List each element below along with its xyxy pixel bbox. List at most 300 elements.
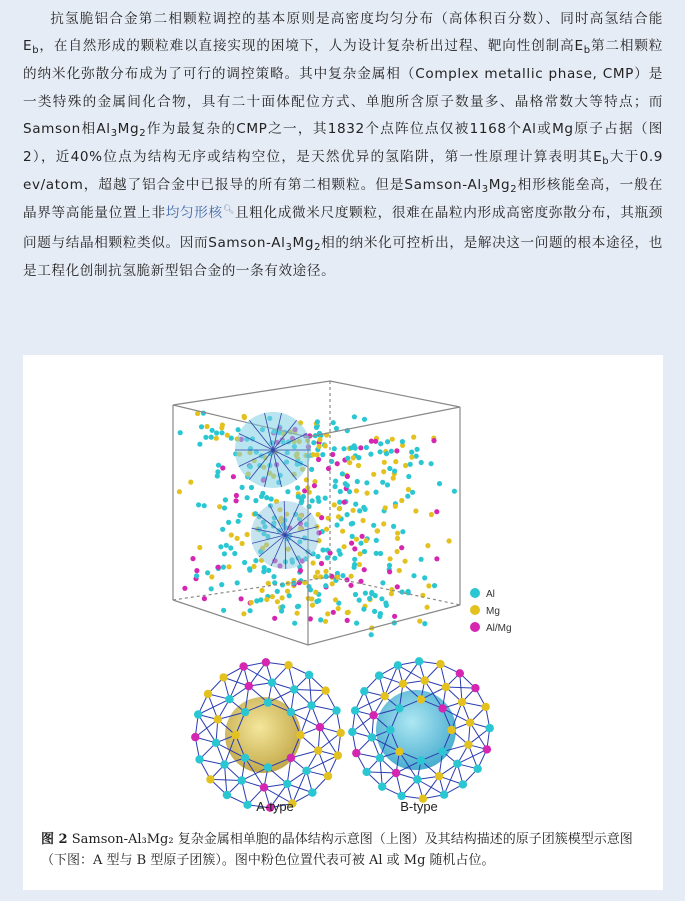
legend-label: Mg [486, 606, 500, 617]
atom [400, 439, 405, 444]
atom [295, 485, 300, 490]
atom [432, 583, 437, 588]
atom [437, 481, 442, 486]
atom [260, 588, 265, 593]
atom [309, 596, 314, 601]
atom [302, 767, 310, 775]
atom [216, 565, 221, 570]
atom [391, 524, 396, 529]
atom [388, 556, 393, 561]
atom [292, 621, 297, 626]
atom [316, 723, 324, 731]
atom [364, 445, 369, 450]
atom [387, 569, 392, 574]
legend-swatch [470, 605, 480, 615]
text-run: Al [467, 177, 482, 194]
atom [346, 610, 351, 615]
atom [447, 538, 452, 543]
atom [356, 463, 361, 468]
atom [422, 621, 427, 626]
atom [429, 461, 434, 466]
atom [324, 772, 332, 780]
atom [316, 499, 321, 504]
atom [352, 749, 360, 757]
atom [317, 437, 322, 442]
atom [305, 671, 313, 679]
text-run: 第二相颗粒的纳米化弥散分布成为了可行的调控策略。其中复杂金属相（Complex metallic phase, CMP）是一类特殊的金属间化合物，具有二十面体配位方式、单胞所含原子数量多、晶格常数大等特点；而Samson相 [23, 38, 663, 137]
text-run: 3 [481, 184, 489, 196]
text-run: 抗氢脆铝合金第二相颗粒调控的基本原则是高密度均匀分布（高体积百分数）、同时高氢结合能 [50, 11, 663, 27]
atom [243, 801, 251, 809]
atom [392, 614, 397, 619]
atom [381, 469, 386, 474]
crystal-structure-figure [23, 355, 663, 825]
atom [285, 589, 290, 594]
atom [434, 509, 439, 514]
atom [392, 469, 397, 474]
text-run: 相的纳米化可控析出，是解决这一问题的根本途径，也是工程化创制抗氢脆新型铝合金的一条有效途径。 [23, 234, 663, 279]
atom [197, 545, 202, 550]
atom [241, 708, 249, 716]
atom [335, 522, 340, 527]
atom [464, 741, 472, 749]
atom [422, 575, 427, 580]
atom [287, 708, 295, 716]
atom [336, 606, 341, 611]
text-run: 3 [285, 241, 293, 253]
atom [364, 480, 369, 485]
atom [350, 521, 355, 526]
atom [214, 436, 219, 441]
atom [297, 580, 302, 585]
atom [219, 430, 224, 435]
atom [264, 597, 269, 602]
atom [342, 500, 347, 505]
atom [393, 459, 398, 464]
atom [177, 489, 182, 494]
atom [325, 611, 330, 616]
search-icon[interactable]: 🔍︎ [222, 205, 235, 216]
text-run: 3 [110, 127, 118, 139]
text-run: 相形核能垒高，一般在晶界等高能量位置上非 [23, 177, 663, 222]
atom [452, 489, 457, 494]
atom [385, 439, 390, 444]
atom [202, 596, 207, 601]
atom [245, 495, 250, 500]
atom [353, 502, 358, 507]
atom [266, 568, 271, 573]
atom [429, 512, 434, 517]
text-run: b [32, 45, 40, 57]
atom [417, 695, 425, 703]
atom [345, 483, 350, 488]
text-run: Al [271, 234, 286, 251]
atom [205, 570, 210, 575]
text-run: 作为最复杂的CMP之一，其1832个点阵位点仅被1168个Al或Mg原子占据（图2），近40%位点为结构无序或结构空位，是天然优异的氢陷阱，第一性原理计算表明其 [23, 120, 663, 166]
caption-number: 图 2 [41, 832, 68, 847]
atom [226, 520, 231, 525]
atom [434, 556, 439, 561]
text-run: 2 [139, 127, 147, 139]
atom [264, 495, 269, 500]
atom [253, 558, 258, 563]
atom [333, 597, 338, 602]
text-run: 大于0.9 ev/atom，超越了铝合金中已报导的所有第二相颗粒。但是Samson- [23, 149, 664, 194]
text-run: Mg [488, 177, 511, 194]
atom [466, 718, 474, 726]
atom [264, 763, 272, 771]
atom [314, 425, 319, 430]
atom [203, 435, 208, 440]
atom [380, 580, 385, 585]
atom [362, 567, 367, 572]
atom [375, 671, 383, 679]
legend-swatch [470, 622, 480, 632]
atom [323, 443, 328, 448]
atom [210, 428, 215, 433]
atom [403, 559, 408, 564]
atom [395, 747, 403, 755]
atom [345, 512, 350, 517]
atom [337, 500, 342, 505]
atom [349, 574, 354, 579]
atom [242, 560, 247, 565]
atom [225, 433, 230, 438]
atom [458, 698, 466, 706]
atom [413, 775, 421, 783]
atom [240, 485, 245, 490]
text-run: E [23, 38, 33, 55]
atom [202, 503, 207, 508]
atom [224, 543, 229, 548]
legend-label: Al/Mg [486, 623, 512, 634]
atom [310, 498, 315, 503]
atom [397, 568, 402, 573]
atom [316, 457, 321, 462]
atom [361, 505, 366, 510]
atom [319, 561, 324, 566]
atom [237, 513, 242, 518]
legend-label: Al [486, 589, 495, 600]
atom [247, 568, 252, 573]
atom [334, 426, 339, 431]
atom [318, 617, 323, 622]
atom [367, 596, 372, 601]
atom [399, 680, 407, 688]
atom [352, 546, 357, 551]
atom [335, 461, 340, 466]
atom [271, 574, 276, 579]
atom [325, 555, 330, 560]
atom [231, 731, 239, 739]
cluster-b-type [348, 657, 494, 814]
atom [321, 686, 329, 694]
atom [314, 746, 322, 754]
atom [368, 452, 373, 457]
article-paragraph [23, 6, 663, 285]
atom [453, 760, 461, 768]
atom [275, 589, 280, 594]
atom [394, 661, 402, 669]
atom [361, 518, 366, 523]
atom [373, 439, 378, 444]
atom [182, 586, 187, 591]
atom [226, 564, 231, 569]
atom [221, 565, 226, 570]
atom [383, 600, 388, 605]
atom [261, 569, 266, 574]
atom [234, 493, 239, 498]
atom [340, 529, 345, 534]
atom [221, 608, 226, 613]
atom [307, 701, 315, 709]
atom [357, 598, 362, 603]
atom [197, 442, 202, 447]
atom [371, 523, 376, 528]
atom [438, 747, 446, 755]
atom [248, 608, 253, 613]
figure-card [23, 355, 663, 890]
atom [349, 445, 354, 450]
atom [352, 414, 357, 419]
atom [217, 504, 222, 509]
atom [410, 490, 415, 495]
atom [209, 574, 214, 579]
atom [323, 569, 328, 574]
atom [380, 480, 385, 485]
atom [375, 528, 380, 533]
atom [228, 545, 233, 550]
atom [315, 570, 320, 575]
text-run: E [574, 38, 584, 55]
atom [389, 449, 394, 454]
atom [372, 609, 377, 614]
atom [239, 662, 247, 670]
atom [421, 676, 429, 684]
atom [349, 541, 354, 546]
b-type-label: B-type [400, 799, 438, 814]
atom [323, 496, 328, 501]
atom [214, 430, 219, 435]
atom [235, 536, 240, 541]
atom [350, 534, 355, 539]
figure-caption [41, 829, 651, 871]
atom [399, 545, 404, 550]
atom [387, 466, 392, 471]
atom [351, 706, 359, 714]
atom [290, 685, 298, 693]
atom [219, 673, 227, 681]
atom [471, 684, 479, 692]
caption-text: Samson-Al₃Mg₂ 复杂金属相单胞的晶体结构示意图（上图）及其结构描述的原子团簇模型示意图（下图：A 型与 B 型原子团簇）。图中粉色位置代表可被 Al 或 Mg 随机占位。 [41, 832, 633, 868]
atom [378, 441, 383, 446]
atom [206, 775, 214, 783]
atom [345, 618, 350, 623]
atom [209, 435, 214, 440]
atom [331, 420, 336, 425]
atom [301, 494, 306, 499]
atom [220, 422, 225, 427]
atom [196, 502, 201, 507]
atom [394, 448, 399, 453]
atom [336, 514, 341, 519]
atom [272, 616, 277, 621]
atom [351, 455, 356, 460]
legend-item-mg [470, 605, 500, 617]
atom [285, 489, 290, 494]
text-run: Al [96, 120, 111, 137]
atom [369, 711, 377, 719]
atom [337, 506, 342, 511]
atom [249, 485, 254, 490]
atom [362, 768, 370, 776]
atom [395, 549, 400, 554]
text-run: ，在自然形成的颗粒难以直接实现的困境下，人为设计复杂析出过程、靶向性创制高 [39, 38, 575, 55]
atom [436, 660, 444, 668]
legend-item-al [470, 588, 495, 600]
atom [387, 563, 392, 568]
atom [268, 678, 276, 686]
atom [353, 592, 358, 597]
unit-cell-diagram [173, 381, 460, 645]
atom [191, 733, 199, 741]
atom [219, 582, 224, 587]
atom [368, 733, 376, 741]
atom [195, 755, 203, 763]
atom [270, 594, 275, 599]
atom [225, 695, 233, 703]
atom [400, 529, 405, 534]
atom [419, 557, 424, 562]
atom [312, 483, 317, 488]
atom [269, 496, 274, 501]
atom [340, 471, 345, 476]
atom [395, 584, 400, 589]
atom [204, 690, 212, 698]
text-run: b [602, 156, 610, 168]
atom [242, 414, 247, 419]
atom [313, 590, 318, 595]
atom [324, 527, 329, 532]
atom [386, 726, 394, 734]
atom [287, 754, 295, 762]
atom [330, 452, 335, 457]
atom [385, 482, 390, 487]
atom [373, 490, 378, 495]
legend-item-almg [470, 622, 512, 634]
atom [347, 489, 352, 494]
atom [345, 456, 350, 461]
atom [417, 619, 422, 624]
atom [369, 632, 374, 637]
atom [245, 532, 250, 537]
atom [358, 541, 363, 546]
atom [234, 498, 239, 503]
text-run: E [593, 149, 603, 166]
search-link[interactable]: 均匀形核 [165, 205, 223, 222]
atom [486, 724, 494, 732]
atom [323, 583, 328, 588]
atom [308, 788, 316, 796]
atom [332, 446, 337, 451]
atom [358, 551, 363, 556]
atom [365, 491, 370, 496]
atom [295, 611, 300, 616]
atom [236, 519, 241, 524]
atom [220, 760, 228, 768]
bond-line [195, 720, 218, 738]
atom [355, 479, 360, 484]
atom [483, 745, 491, 753]
atom [232, 551, 237, 556]
atom [342, 544, 347, 549]
atom [360, 534, 365, 539]
atom [315, 554, 320, 559]
atom [245, 682, 253, 690]
atom [311, 560, 316, 565]
atom [190, 556, 195, 561]
atom [284, 661, 292, 669]
atom [390, 437, 395, 442]
atom [238, 776, 246, 784]
atom [356, 455, 361, 460]
atom [251, 564, 256, 569]
atom [354, 537, 359, 542]
atom [280, 582, 285, 587]
atom [395, 704, 403, 712]
atom [199, 424, 204, 429]
atom [362, 417, 367, 422]
atom [214, 715, 222, 723]
atom [384, 451, 389, 456]
atom [411, 573, 416, 578]
atom [307, 504, 312, 509]
atom [361, 607, 366, 612]
atom [340, 573, 345, 578]
atom [376, 754, 384, 762]
atom [253, 498, 258, 503]
atom [309, 467, 314, 472]
atom [393, 504, 398, 509]
atom [351, 508, 356, 513]
atom [231, 474, 236, 479]
atom [262, 658, 270, 666]
text-run: 且粗化成微米尺度颗粒，很难在晶粒内形成高密度弥散分布，其瓶颈问题与结晶相颗粒类似。因而Samson- [23, 205, 663, 251]
atom [360, 687, 368, 695]
atom [310, 603, 315, 608]
atom [482, 703, 490, 711]
atom [362, 549, 367, 554]
atom [229, 532, 234, 537]
atom [425, 605, 430, 610]
atom [409, 450, 414, 455]
atom [408, 462, 413, 467]
atom [296, 731, 304, 739]
atom [379, 596, 384, 601]
atom [235, 580, 240, 585]
atom [333, 484, 338, 489]
atom [345, 474, 350, 479]
atom [212, 739, 220, 747]
text-run: 2 [510, 184, 518, 196]
atom [395, 531, 400, 536]
atom [188, 480, 193, 485]
atom [392, 769, 400, 777]
atom [283, 780, 291, 788]
cell-cluster-lower [251, 501, 319, 569]
atom [426, 583, 431, 588]
article-text [23, 6, 663, 285]
